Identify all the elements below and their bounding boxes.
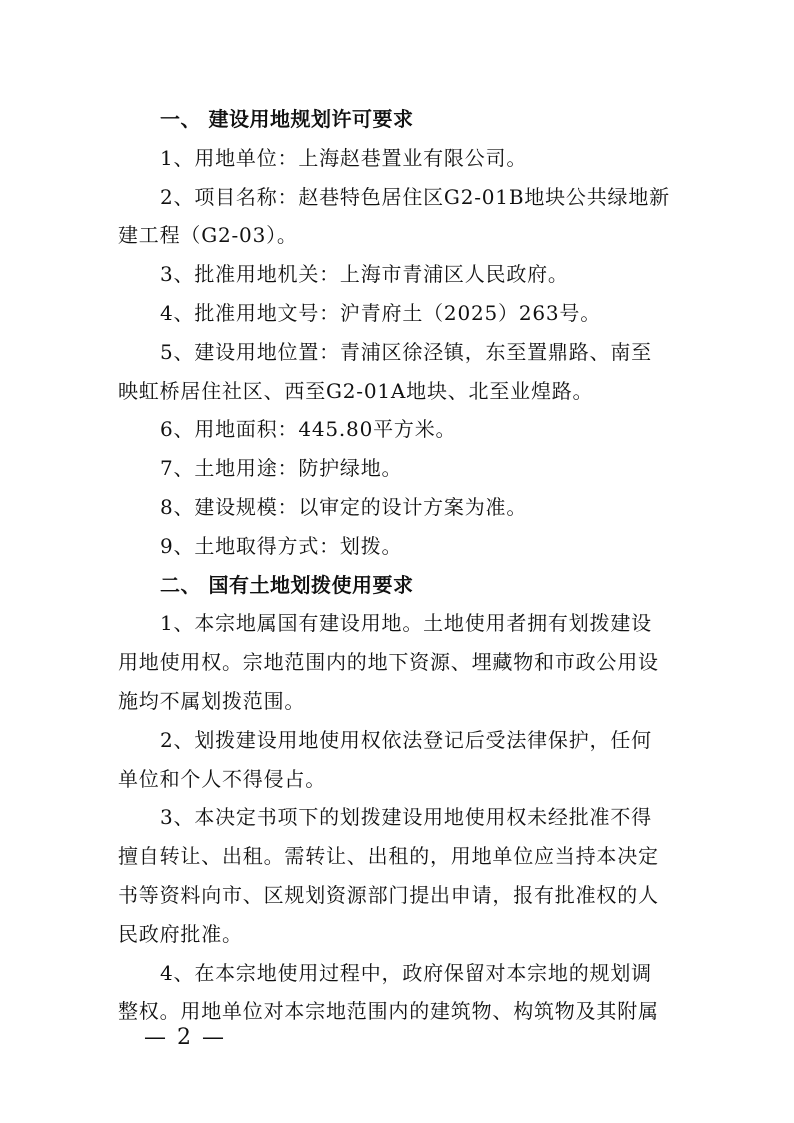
page-number: — 2 — xyxy=(144,1025,226,1050)
section-heading-allocation-use: 二、 国有土地划拨使用要求 xyxy=(160,572,414,597)
item-land-user: 1、用地单位：上海赵巷置业有限公司。 xyxy=(160,145,528,170)
item-approval-doc-number: 4、批准用地文号：沪青府土（2025）263号。 xyxy=(160,300,601,325)
item-project-name-cont: 建工程（G2-03）。 xyxy=(118,223,298,248)
item-land-location-cont: 映虹桥居住社区、西至G2-01A地块、北至业煌路。 xyxy=(118,378,594,403)
paragraph-1: 1、本宗地属国有建设用地。土地使用者拥有划拨建设 xyxy=(160,611,652,636)
paragraph-3: 3、本决定书项下的划拨建设用地使用权未经批准不得 xyxy=(160,805,652,830)
item-acquisition-method: 9、土地取得方式：划拨。 xyxy=(160,533,403,558)
item-project-name: 2、项目名称：赵巷特色居住区G2-01B地块公共绿地新 xyxy=(160,184,670,209)
item-land-area: 6、用地面积：445.80平方米。 xyxy=(160,417,457,442)
document-body xyxy=(118,100,678,1031)
item-land-location: 5、建设用地位置：青浦区徐泾镇，东至置鼎路、南至 xyxy=(160,339,652,364)
paragraph-4: 4、在本宗地使用过程中，政府保留对本宗地的规划调 xyxy=(160,960,652,985)
paragraph-3-cont: 书等资料向市、区规划资源部门提出申请，报有批准权的人 xyxy=(118,882,659,907)
paragraph-2-cont: 单位和个人不得侵占。 xyxy=(118,766,326,791)
paragraph-3-cont: 民政府批准。 xyxy=(118,921,243,946)
paragraph-3-cont: 擅自转让、出租。需转让、出租的，用地单位应当持本决定 xyxy=(118,844,659,869)
item-construction-scale: 8、建设规模：以审定的设计方案为准。 xyxy=(160,494,528,519)
section-heading-planning-permit: 一、 建设用地规划许可要求 xyxy=(160,107,414,131)
paragraph-2: 2、划拨建设用地使用权依法登记后受法律保护，任何 xyxy=(160,727,652,752)
item-approving-authority: 3、批准用地机关：上海市青浦区人民政府。 xyxy=(160,262,569,287)
paragraph-1-cont: 用地使用权。宗地范围内的地下资源、埋藏物和市政公用设 xyxy=(118,650,659,675)
paragraph-1-cont: 施均不属划拨范围。 xyxy=(118,688,306,713)
item-land-use: 7、土地用途：防护绿地。 xyxy=(160,456,403,481)
paragraph-4-cont: 整权。用地单位对本宗地范围内的建筑物、构筑物及其附属 xyxy=(118,999,659,1024)
